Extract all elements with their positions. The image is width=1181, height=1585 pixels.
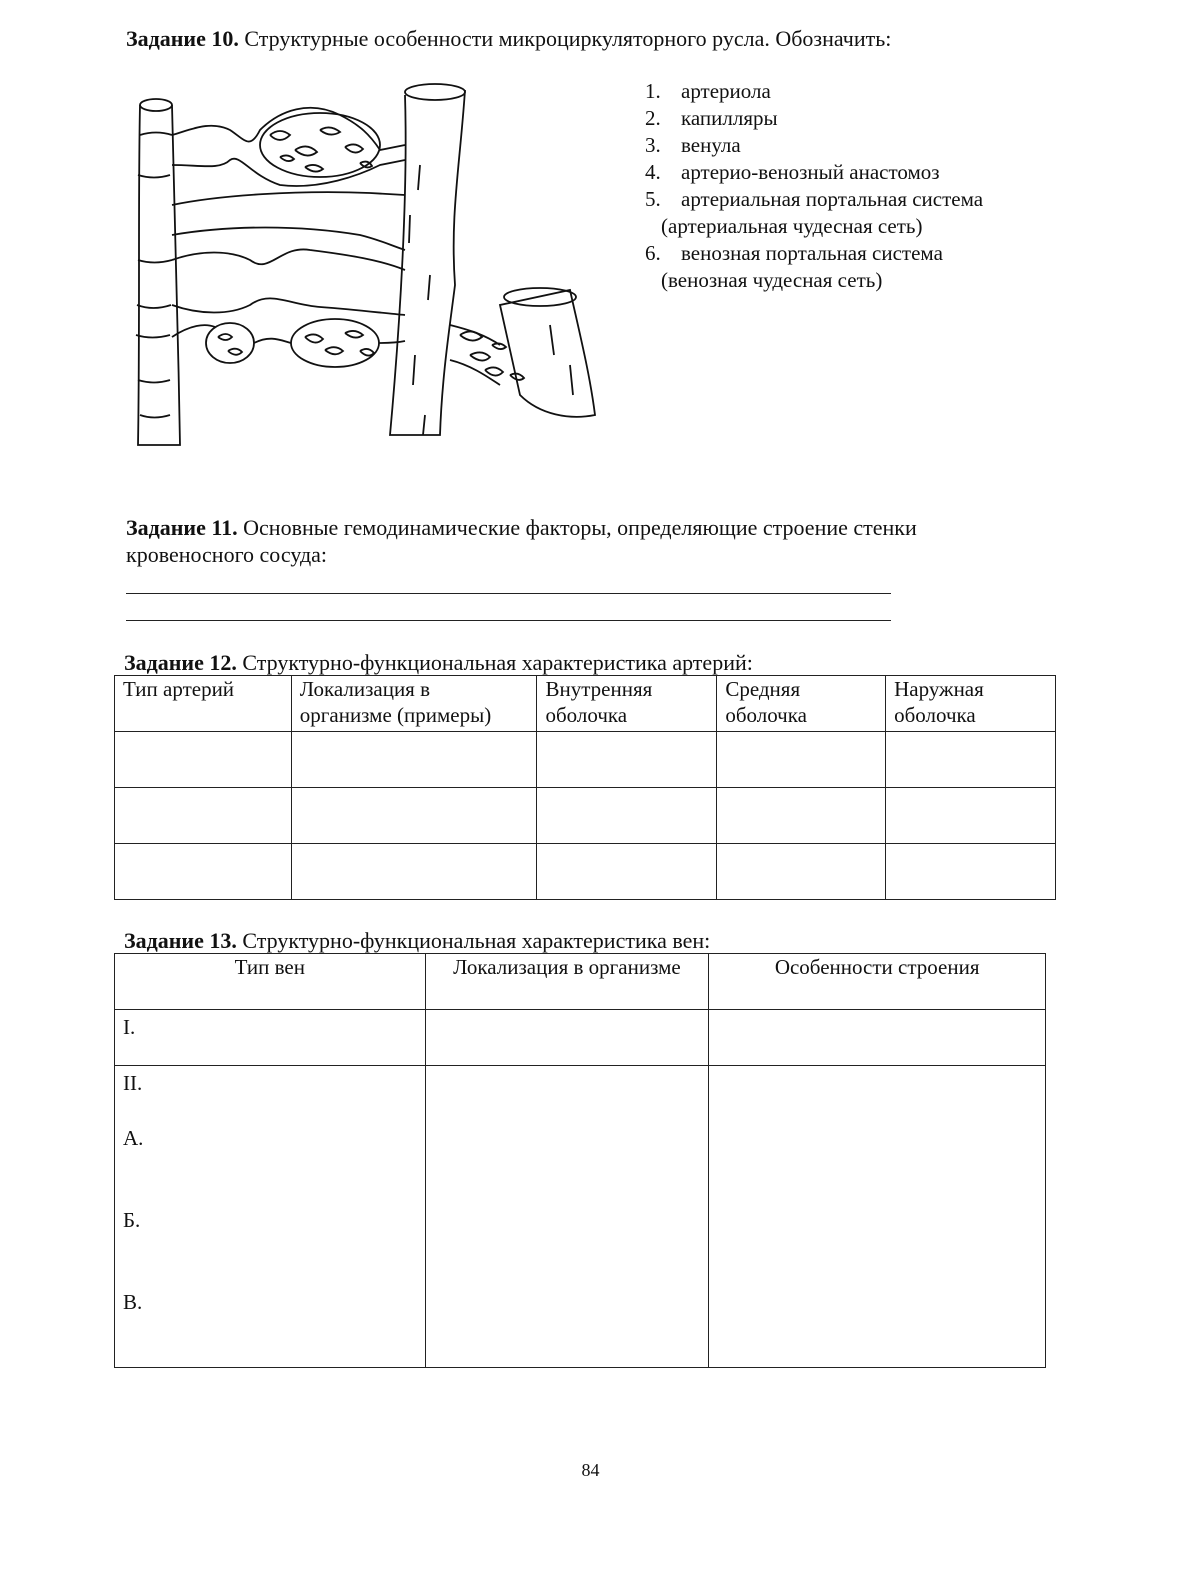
header-outer-layer: Наружная оболочка [886,676,1056,732]
legend-continuation: (артериальная чудесная сеть) [661,214,923,238]
table-cell[interactable] [717,732,886,788]
legend-item [645,159,983,186]
table-cell[interactable] [115,844,292,900]
task10-text: Структурные особенности микроциркуляторного русла. Обозначить: [244,26,892,51]
header-vein-type: Тип вен [115,954,426,1010]
list-item: А. [123,1126,144,1150]
list-item: В. [123,1290,143,1314]
row-label-II[interactable] [115,1066,426,1368]
table-header-row [115,954,1046,1010]
header-inner-layer: Внутренняя оболочка [537,676,717,732]
table-cell[interactable] [537,788,717,844]
list-item: II. [123,1071,143,1095]
legend-text: артериола [681,79,771,103]
header-structure-features: Особенности строения [709,954,1046,1010]
table-cell[interactable] [717,788,886,844]
veins-table [114,953,1046,1368]
legend-item [645,132,983,159]
table-cell[interactable] [886,788,1056,844]
table-header-row [115,676,1056,732]
legend-number: 6. [645,241,661,265]
task12-label: Задание 12. [124,650,237,675]
row-label-I[interactable]: I. [115,1010,426,1066]
table-cell[interactable] [709,1010,1046,1066]
microcirculation-diagram [120,75,620,490]
legend-text: венозная портальная система [681,241,943,265]
left-vessel [138,105,180,445]
task13-title [124,928,710,954]
table-cell[interactable] [115,788,292,844]
table-row [115,844,1056,900]
legend-text: венула [681,133,741,157]
table-cell[interactable] [709,1066,1046,1368]
table-cell[interactable] [115,732,292,788]
table-row [115,1066,1046,1368]
list-item: Б. [123,1208,141,1232]
answer-line-1[interactable] [126,593,891,594]
task13-label: Задание 13. [124,928,237,953]
legend-text: артериальная портальная система [681,187,984,211]
task11-text-line2: кровеносного сосуда: [126,542,328,567]
legend-number: 5. [645,187,661,211]
task12-title [124,650,753,676]
table-row [115,732,1056,788]
task10-legend [645,78,983,294]
table-cell[interactable] [717,844,886,900]
arteries-table [114,675,1056,900]
task13-text: Структурно-функциональная характеристика вен: [242,928,711,953]
legend-continuation: (венозная чудесная сеть) [661,268,883,292]
header-artery-type: Тип артерий [115,676,292,732]
header-localization: Локализация в организме (примеры) [291,676,537,732]
table-cell[interactable] [291,788,537,844]
table-cell[interactable] [537,844,717,900]
legend-number: 2. [645,106,661,130]
legend-item [645,105,983,132]
table-cell[interactable] [886,732,1056,788]
legend-number: 1. [645,79,661,103]
page-number: 84 [581,1460,600,1480]
legend-number: 3. [645,133,661,157]
task12-text: Структурно-функциональная характеристика артерий: [242,650,753,675]
answer-line-2[interactable] [126,620,891,621]
task11-text-line1: Основные гемодинамические факторы, определяющие строение стенки [243,515,917,540]
table-row [115,1010,1046,1066]
task10-title [126,26,891,52]
task10-label: Задание 10. [126,26,239,51]
table-cell[interactable] [291,732,537,788]
table-cell[interactable] [537,732,717,788]
table-row [115,788,1056,844]
table-cell[interactable] [886,844,1056,900]
legend-number: 4. [645,160,661,184]
header-localization: Локализация в организме [425,954,709,1010]
right-vessel [390,90,465,435]
table-cell[interactable] [425,1066,709,1368]
legend-item [645,186,983,213]
header-middle-layer: Средняя оболочка [717,676,886,732]
task11-label: Задание 11. [126,515,238,540]
legend-item [645,78,983,105]
legend-text: артерио-венозный анастомоз [681,160,940,184]
legend-text: капилляры [681,106,778,130]
table-cell[interactable] [425,1010,709,1066]
table-cell[interactable] [291,844,537,900]
task11-title [126,515,917,541]
legend-item [645,240,983,267]
